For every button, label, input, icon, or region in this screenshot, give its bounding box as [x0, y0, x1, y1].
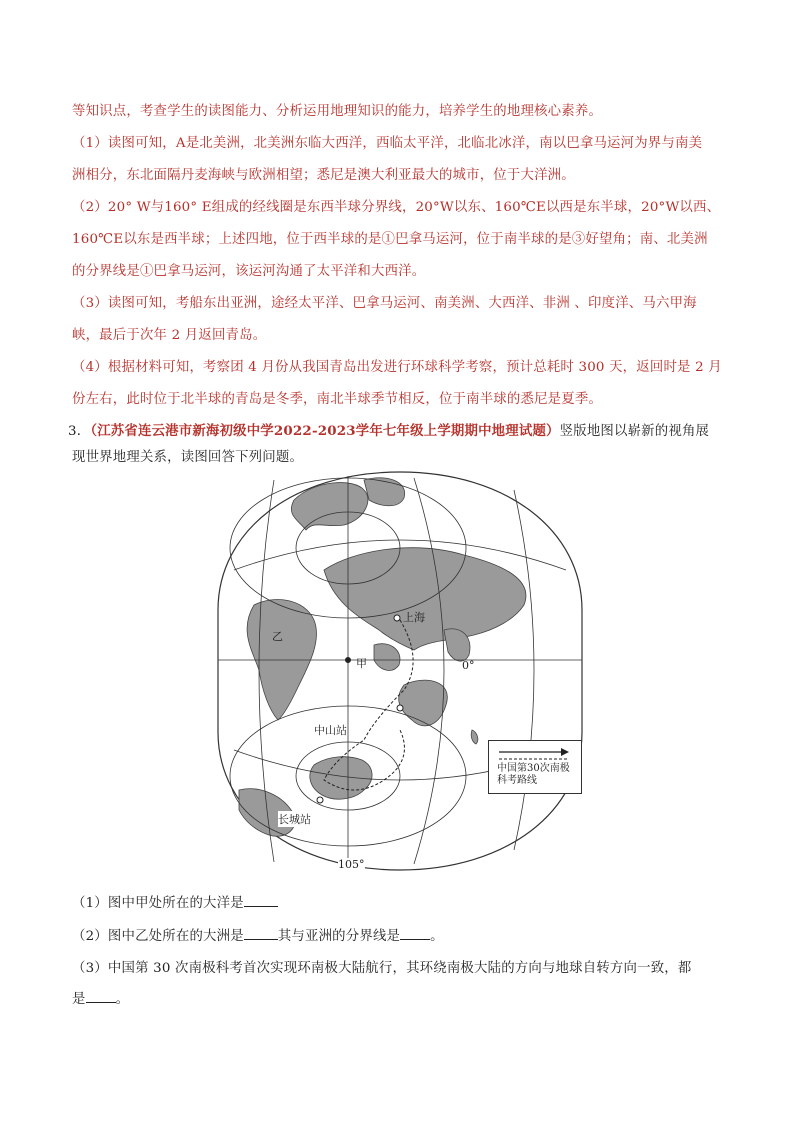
answer-line-6: 的分界线是①巴拿马运河，该运河沟通了太平洋和大西洋。 [72, 264, 426, 279]
changcheng-marker [317, 797, 323, 803]
legend-arrow-icon [497, 747, 573, 761]
answer-line-9: （4）根据材料可知，考察团 4 月份从我国青岛出发进行环球科学考察，预计总耗时 300 天，返回时是 2 月 [72, 360, 722, 375]
label-jia: 甲 [356, 657, 367, 670]
answer-line-4: （2）20° W与160° E组成的经线圈是东西半球分界线，20°W以东、160℃E以西是东半球，20°W以西、 [72, 200, 721, 215]
answer-line-8: 峡，最后于次年 2 月返回青岛。 [72, 328, 267, 343]
sydney-marker [397, 705, 403, 711]
answer-line-2: （1）读图可知，A是北美洲，北美洲东临大西洋，西临太平洋，北临北冰洋，南以巴拿马运河为界与南美 [72, 136, 703, 151]
sub-question-2 [72, 925, 444, 944]
sub-question-2-text-c: 。 [430, 929, 444, 944]
sub-question-3-text-c: 。 [115, 992, 130, 1007]
label-changcheng-station: 长城站 [278, 813, 311, 826]
answer-line-10: 份左右，此时位于北半球的青岛是冬季，南北半球季节相反，位于南半球的悉尼是夏季。 [72, 392, 603, 407]
question-stem: 竖版地图以崭新的视角展 [559, 424, 710, 439]
question-source: （江苏省连云港市新海初级中学2022-2023学年七年级上学期期中地理试题） [90, 423, 560, 439]
question-number: 3． [68, 424, 91, 439]
world-map-figure [214, 470, 586, 872]
answer-blank-2b[interactable] [400, 927, 430, 940]
sub-question-1 [72, 892, 278, 911]
sub-question-3-text-b: 是 [72, 992, 86, 1007]
label-shanghai: 上海 [403, 611, 425, 624]
question-3-heading [68, 420, 709, 439]
shanghai-marker [394, 615, 400, 621]
answer-blank-1[interactable] [244, 894, 278, 907]
legend-label: 中国第30次南极科考路线 [497, 763, 570, 786]
question-stem-cont: 现世界地理关系，读图回答下列问题。 [72, 450, 304, 465]
sub-question-2-text-a: （2）图中乙处所在的大洲是 [72, 929, 244, 944]
label-zero-latitude: 0° [462, 659, 475, 672]
label-zhongshan-station: 中山站 [314, 724, 347, 737]
answer-blank-3[interactable] [86, 990, 116, 1003]
sub-question-2-text-b: 其与亚洲的分界线是 [277, 929, 401, 944]
label-yi: 乙 [272, 630, 283, 643]
map-legend [488, 740, 582, 794]
jia-marker [345, 657, 351, 663]
sub-question-1-text: （1）图中甲处所在的大洋是 [72, 896, 244, 911]
sub-question-3-cont [72, 988, 129, 1007]
sub-question-3: （3）中国第 30 次南极科考首次实现环南极大陆航行，其环绕南极大陆的方向与地球自转方向一致，都 [72, 961, 692, 976]
answer-line-1: 等知识点，考查学生的读图能力、分析运用地理知识的能力，培养学生的地理核心素养。 [72, 104, 603, 119]
label-longitude-105: 105° [338, 858, 365, 871]
answer-line-7: （3）读图可知，考船东出亚洲，途经太平洋、巴拿马运河、南美洲、大西洋、非洲 、印度洋、马六甲海 [72, 296, 697, 311]
answer-line-5: 160℃E以东是西半球；上述四地，位于西半球的是①巴拿马运河，位于南半球的是③好望角；南、北美洲 [72, 232, 708, 247]
answer-line-3: 洲相分，东北面隔丹麦海峡与欧洲相望；悉尼是澳大利亚最大的城市，位于大洋洲。 [72, 168, 575, 183]
answer-blank-2a[interactable] [244, 927, 278, 940]
